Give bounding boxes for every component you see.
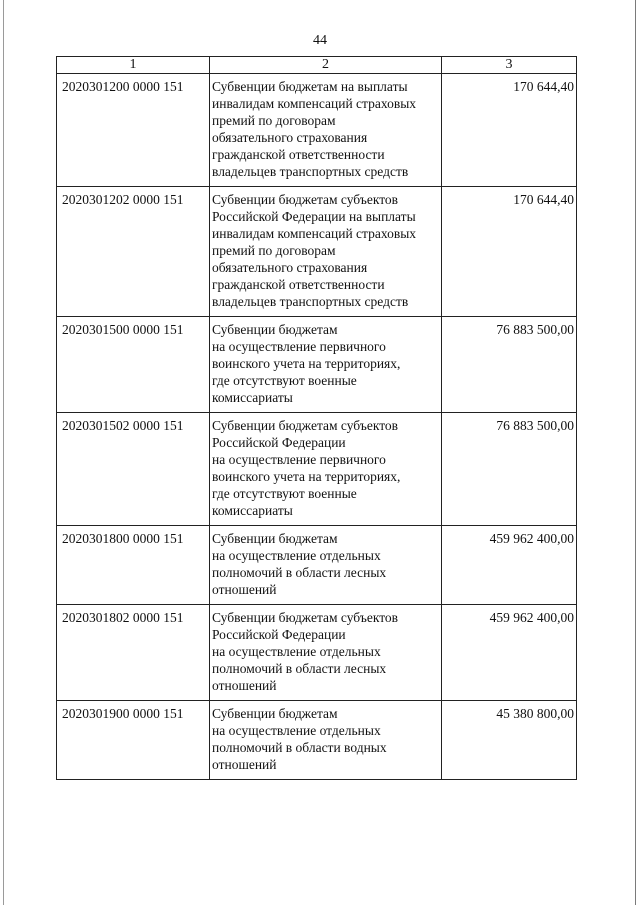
row-amount: 76 883 500,00 — [442, 317, 577, 413]
table-row — [57, 701, 577, 780]
row-name: Субвенции бюджетам на осуществление отдельных полномочий в области лесных отношений — [210, 526, 442, 605]
row-amount: 459 962 400,00 — [442, 605, 577, 701]
row-name: Субвенции бюджетам субъектов Российской Федерации на осуществление первичного воинского учета на территориях, где отсутствуют военные комиссариаты — [210, 413, 442, 526]
page-left-edge — [3, 0, 4, 905]
table-row — [57, 187, 577, 317]
page-number: 44 — [313, 33, 327, 48]
table-row — [57, 317, 577, 413]
table-row — [57, 413, 577, 526]
row-amount: 459 962 400,00 — [442, 526, 577, 605]
column-header-amount: 3 — [442, 57, 577, 74]
table-row — [57, 74, 577, 187]
row-name: Субвенции бюджетам на осуществление первичного воинского учета на территориях, где отсутствуют военные комиссариаты — [210, 317, 442, 413]
row-code: 2020301802 0000 151 — [57, 605, 210, 701]
row-code: 2020301202 0000 151 — [57, 187, 210, 317]
row-code: 2020301500 0000 151 — [57, 317, 210, 413]
row-code: 2020301502 0000 151 — [57, 413, 210, 526]
row-name: Субвенции бюджетам на выплаты инвалидам компенсаций страховых премий по договорам обязательного страхования гражданской ответственности владельцев транспортных средств — [210, 74, 442, 187]
row-code: 2020301900 0000 151 — [57, 701, 210, 780]
table-row — [57, 605, 577, 701]
column-header-name: 2 — [210, 57, 442, 74]
row-name: Субвенции бюджетам субъектов Российской Федерации на выплаты инвалидам компенсаций страховых премий по договорам обязательного страхования гражданской ответственности владельцев транспортных средств — [210, 187, 442, 317]
row-code: 2020301800 0000 151 — [57, 526, 210, 605]
budget-table — [56, 56, 577, 780]
row-name: Субвенции бюджетам субъектов Российской Федерации на осуществление отдельных полномочий в области лесных отношений — [210, 605, 442, 701]
page-right-edge — [635, 0, 636, 905]
row-amount: 45 380 800,00 — [442, 701, 577, 780]
row-name: Субвенции бюджетам на осуществление отдельных полномочий в области водных отношений — [210, 701, 442, 780]
table-header-row — [57, 57, 577, 74]
row-code: 2020301200 0000 151 — [57, 74, 210, 187]
column-header-code: 1 — [57, 57, 210, 74]
table-row — [57, 526, 577, 605]
row-amount: 76 883 500,00 — [442, 413, 577, 526]
row-amount: 170 644,40 — [442, 74, 577, 187]
row-amount: 170 644,40 — [442, 187, 577, 317]
